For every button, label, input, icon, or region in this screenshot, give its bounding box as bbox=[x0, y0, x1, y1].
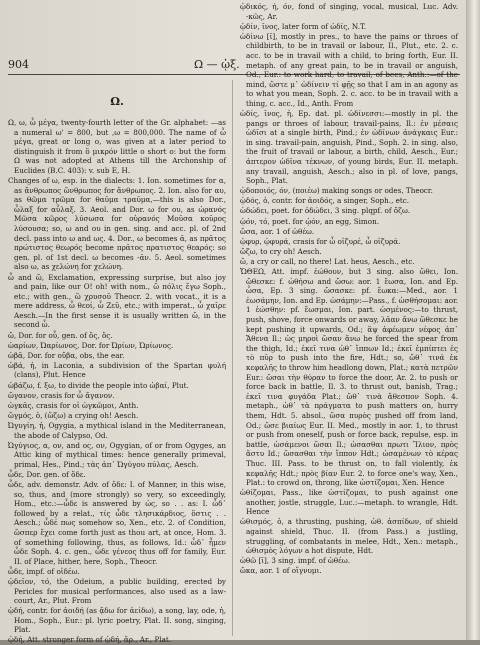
dictionary-entry: Changes of ω, esp. in the dialects: 1. Ion. sometimes for α, as ἄνθρωπος ὤνθρωπος for ἄνθρωπος. 2. Ion. also for αυ, as θῶμα τρῶμα for θαῦμα τραῦμα,—this is also Dor., ὦλαξ for αὖλαξ. 3. Aeol. and Dor. ω for ου, as ὠρανός Μῶσα κῶρος λύσωσα for οὐρανός Μοῦσα κοῦρος λύσουσα; so, ω and ου in gen. sing. and acc. pl. of 2nd decl. pass into ω and ως. 4. Dor., ω becomes ᾱ, as πρᾶτος πρώτιστος θεωρός become πρᾶτος πρατιστος θεαρός: so gen. pl. of 1st decl. ω becomes -ᾶν. 5. Aeol. sometimes also ω, as χελώνη for χελώνη. bbox=[8, 176, 226, 272]
dictionary-entry: ὠαρίων, Ὠαρίωνος, Dor. for Ὠρίων, Ὠρίωνος. bbox=[8, 340, 174, 350]
dictionary-entry: ὤκα, aor. 1 of οἴγνυμι. bbox=[240, 566, 322, 576]
dictionary-entry: ὠδίνω [ῖ], mostly in pres., to have the pains or throes of childbirth, to be in travail or labour, Il., Plut., etc. 2. c. acc. to be in travail with a child, to bring forth, Eur. II. metaph. of any great pain, to be in travail or anguish, Od., Eur.: to work hard, to travail, of bees, Anth.:—of the mind, ὥστε μ᾽ ὠδίνειν τί φῇς so that I am in an agony as to what you mean, Soph. 2. c. acc. to be in travail with a thing, c. acc., Id., Anth. From bbox=[240, 31, 458, 108]
right-column bbox=[240, 2, 458, 638]
dictionary-entry: ὠδώδει, poet. for ὀδώδει, 3 sing. plqpf. of ὄζω. bbox=[240, 206, 411, 216]
dictionary-entry: ὤζω, to cry oh! Aesch. bbox=[240, 246, 322, 256]
dictionary-entry: Ὠγυγίη, ἡ, Ogygia, a mythical island in the Mediterranean, the abode of Calypso, Od. bbox=[8, 420, 226, 440]
dictionary-entry: ὬΘΕΩ, Att. impf. ἐώθουν, but 3 sing. also ὤθει, Ion. ὤθεσκε: f. ὠθήσω and ὤσω: aor. 1 ἔωσα, Ion. and Ep. ὦσα, Ep. 3 sing. ὤσασκε: pf. ἔωκα:—Med., aor. 1 ἐωσάμην, Ion. and Ep. ὠσάμην:—Pass., f. ὠσθήσομαι: aor. 1 ἐώσθην: pf. ἔωσμαι, Ion. part. ὠσμένος:—to thrust, push, shove, force onwards or away, λᾶαν ἄνω ὤθεσκε he kept pushing it upwards, Od.; ἂψ ἀφέωμεν νέφος ἀπ᾽ Ἄθενα Il.; ὡς μηροὶ ὤσαν ἄνω he forced the spear from the thigh, Id.; ἐκεῖ τινα ὠθ᾽ ἵππων Id.; ἐκεῖ ἐμπίπτει ἐς τὸ πῦρ to push into the fire, Hdt.; so, ὤθ᾽ τινά ἐκ κεφαλῆς to throw him headlong down, Plat.; κατὰ πετρῶν Eur.: ὤσαι τὴν θύραν to force the door, Ar. 2. to push or force back in battle, Il. 3. to thrust out, banish, Trag.; ἐκεῖ τινα φυγάδα Plat.; ὤθ᾽ τινὰ ἄθεσπον Soph. 4. metaph., ὠθ᾽ τὰ πράγματα to push matters on, hurry them, Hdt. 5. absol., ὤσα πυρὸς pushed off from land, Od.; ὤσε βιαίως Eur. II. Med., mostly in aor. 1, to thrust or push from oneself, push or force back, repulse, esp. in battle, ὠσάμενοι ὤσαι Il.; ὠσασθαι πρωτι Ἴλιον, πρὸς ἄστυ Id.; ὤσασθαι τὴν ἵππον Hdt.; ὠσαμένων τὸ κέρας Thuc. III. Pass. to be thrust on, to fall violently, ἐκ κεφαλῆς Hdt.; πρὸς βίαν Eur. 2. to force one's way, Xen., Plat.: to crowd on, throng, like ὠστίζομαι, Xen. Hence bbox=[240, 267, 458, 488]
dictionary-entry: ᾠδός, ὁ, contr. for ἀοιδός, a singer, Soph., etc. bbox=[240, 196, 410, 206]
dictionary-entry: ὠδίς, ῖνος, ἡ, Ep. dat. pl. ὠδίνεσσι:—mostly in pl. the pangs or throes of labour, travail-pains, Il.: ἐν μέσαις ὠδῖσι at a single birth, Pind.; ἐν ὠδῖνων ἀνάγκαις Eur.: in sing. travail-pain, anguish, Pind., Soph. 2. in sing. also, the fruit of travail or labour, a birth, child, Aesch., Eur.; ἀπτερον ὠδῖνα τέκνων, of young birds, Eur. II. metaph. any travail, anguish, Aesch.; also in pl. of love, pangs, Soph., Plat. bbox=[240, 109, 458, 186]
book-binding-edge bbox=[466, 0, 480, 640]
running-head: Ω — ᾠξ. bbox=[194, 58, 240, 71]
dictionary-entry: ὤσα, aor. 1 of ὠθέω. bbox=[240, 226, 315, 236]
dictionary-entry: ᾠδοποιός, όν, (ποιέω) making songs or odes, Theocr. bbox=[240, 186, 433, 196]
dictionary-entry: Ω, ω, ὦ μέγα, twenty-fourth letter of the Gr. alphabet: —as a numeral ω' = 800, but ,ω = 800,000. The name of ὦ μέγα, great or long o, was given at a later period to distinguish it from ὂ μικρόν little o short o: but the form Ω was not adopted at Athens till the Archonship of Euclides (B.C. 403): v. sub E, H. bbox=[8, 118, 226, 175]
dictionary-entry: ᾠδεῖον, τό, the Odeium, a public building, erected by Pericles for musical performances, also used as a law-court, Ar., Plut. From bbox=[8, 576, 226, 606]
dictionary-entry: ᾠδικός, ή, όν, fond of singing, vocal, musical, Luc. Adv. -κῶς, Ar. bbox=[240, 2, 458, 21]
dictionary-entry: ὤ, Dor. for οὗ, gen. of ὅς, ὅς. bbox=[8, 330, 113, 340]
dictionary-entry: ὠβάζω, f. ξω, to divide the people into ὠβαί, Plut. bbox=[8, 380, 189, 390]
dictionary-entry: ὠβά, ἡ, in Laconia, a subdivision of the Spartan φυλή (clans), Plut. Hence bbox=[8, 360, 226, 380]
dictionary-entry: ὤγμός, ὁ, (ὤζω) a crying oh! Aesch. bbox=[8, 410, 139, 420]
dictionary-entry: ὧδε, adv. demonstr. Adv. of ὅδε: I. of Manner, in this wise, so, thus, and (more strongly) so very, so exceedingly, Hom., etc.:—ὧδε is answered by ὡς, so . . as: I. ὧδ᾽ followed by a relat., τίς ὧδε τλησικάρδιος, ὅστις . . Aesch.; ὧδέ πως somehow so, Xen., etc. 2. of Condition, ὥσπερ ἔχει come forth just as thou art, at once, Hom. 3. of something following, thus, as follows, Id.: ὧδ᾽ ἦμεν ὧδε Soph. 4. c. gen., ὧδε γένεος thus off for family, Eur. II. of Place, hither, here, Soph., Theocr. bbox=[8, 479, 226, 566]
dictionary-entry: ὦ and ὤ, Exclamation, expressing surprise, but also joy and pain, like our O! oh! with nom., ὢ πόλις ἔγω Soph., etc.; with gen., ὢ χρυσοῦ Theocr. 2. with vocat., it is a mere address, ὦ θεοί, ὦ Ζεῦ, etc.; with imperat., ὦ χαῖρε Aesch.—In the first sense it is usually written ὤ, in the second ὦ. bbox=[8, 272, 226, 330]
dictionary-entry: ὦδε, Dor. gen. of ὅδε. bbox=[8, 469, 86, 479]
dictionary-entry: ὠθίζομαι, Pass., like ὠστίζομαι, to push against one another, jostle, struggle, Luc.:—metaph. to wrangle, Hdt. Hence bbox=[240, 488, 458, 517]
section-letter: Ω. bbox=[110, 95, 124, 108]
dictionary-entry: ὠβᾶ, Dor. for οὔβα, obs, the ear. bbox=[8, 350, 125, 360]
left-column bbox=[8, 78, 226, 645]
dictionary-entry: ὤγανον, crasis for ὦ ἄγανον. bbox=[8, 390, 115, 400]
page-number: 904 bbox=[8, 58, 29, 71]
dictionary-entry: ὤ, a cry or call, no there! Lat. heus, Aesch., etc. bbox=[240, 256, 415, 266]
dictionary-entry: ᾠδίν, ῖνος, later form of ὠδίς, N.T. bbox=[240, 21, 367, 31]
column-divider bbox=[232, 80, 233, 636]
dictionary-entry: ᾠδή, contr. for ἀοιδή (as ᾄδω for ἀείδω), a song, lay, ode, ἡ, Hom., Soph., Eur.: pl. lyric poetry, Plat. II. song, singing, Plat. bbox=[8, 606, 226, 635]
dictionary-entry: ὠθῶ [ῑ], 3 sing. impf. of ὠθέω. bbox=[240, 556, 350, 566]
dictionary-entry: ᾠδή, Att. stronger form of ᾠδή, ἄρ., Ar., Plat. bbox=[8, 635, 172, 645]
dictionary-entry: Ὠγύγιος, α, ον, and ος, ον, Ogygian, of or from Ogyges, an Attic king of mythical times: hence generally primeval, primal, Hes., Pind.; τὰς ἀπ᾽ Ὠγύγου πύλας, Aesch. bbox=[8, 440, 226, 469]
dictionary-entry: ᾠφυρ, ᾠφυρά, crasis for ὦ οἰζυρέ, ὦ οἰζυρά. bbox=[240, 236, 401, 246]
dictionary-entry: ὠθισμός, ὁ, a thrusting, pushing, ὠθ. ἀσπίδων, of shield against shield, Thuc. II. (from Pass.) a justling, struggling, of combatants in melee, Hdt., Xen.: metaph., ὠθισμὸς λόγων a hot dispute, Hdt. bbox=[240, 517, 458, 556]
dictionary-entry: ᾠόν, τό, poet. for ᾠόν, an egg, Simon. bbox=[240, 216, 379, 226]
dictionary-entry: ὧδε, impf. of οἰδέω. bbox=[8, 566, 80, 576]
dictionary-entry: ὠγκᾶς, crasis for οἱ ὠγκῶμοι, Anth. bbox=[8, 400, 139, 410]
